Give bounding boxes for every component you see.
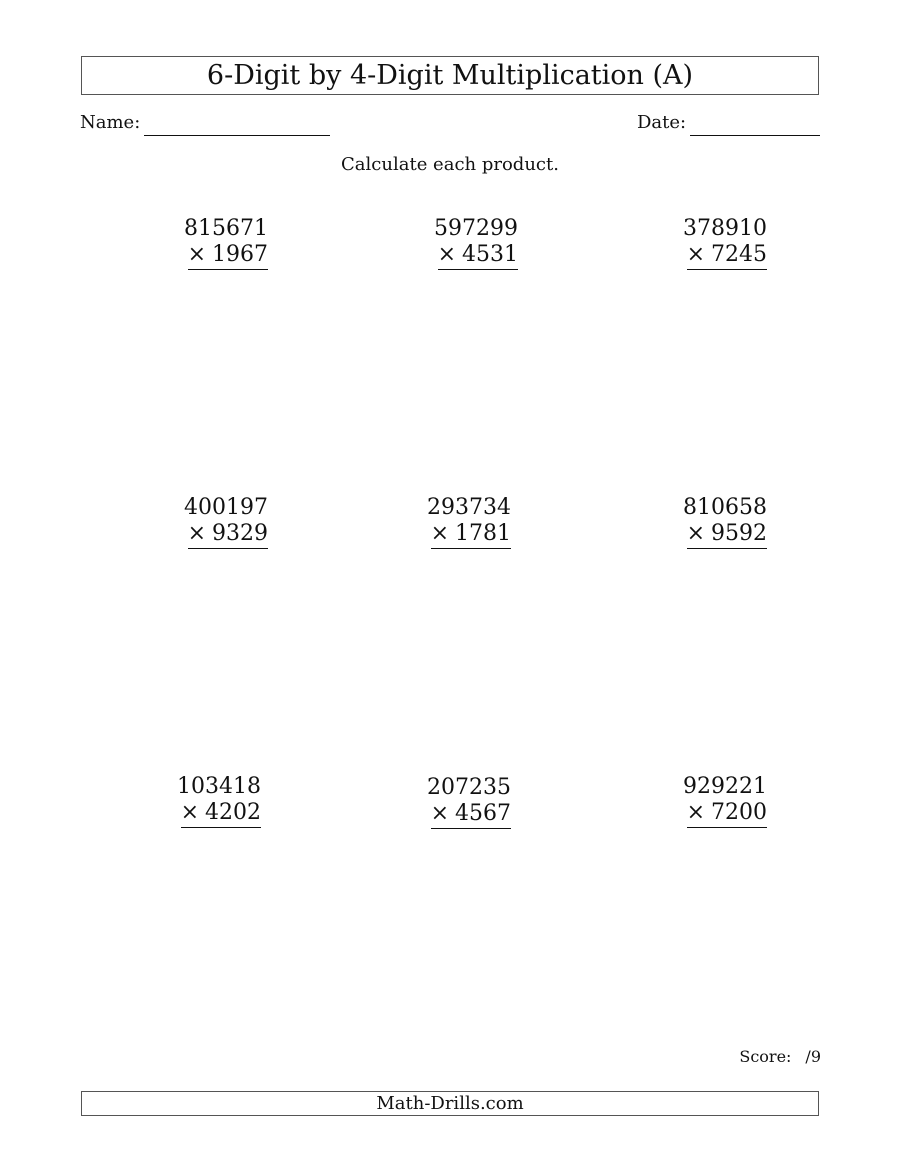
name-field-line[interactable] xyxy=(144,135,330,136)
score-total: /9 xyxy=(805,1047,821,1066)
multiplier: 1781 xyxy=(455,521,511,546)
problem-2 xyxy=(368,216,518,270)
worksheet-title: 6-Digit by 4-Digit Multiplication (A) xyxy=(81,56,819,95)
problem-5 xyxy=(361,495,511,549)
multiplier: 9592 xyxy=(711,521,767,546)
problem-7 xyxy=(111,774,261,828)
multiplier-row xyxy=(687,242,767,270)
multiplier: 4567 xyxy=(455,801,511,826)
times-icon: × xyxy=(187,521,206,546)
multiplier: 1967 xyxy=(212,242,268,267)
multiplicand: 597299 xyxy=(434,216,518,241)
multiplier-row xyxy=(181,800,261,828)
multiplicand: 103418 xyxy=(177,774,261,799)
times-icon: × xyxy=(686,521,705,546)
multiplier-row xyxy=(687,521,767,549)
date-field-line[interactable] xyxy=(690,135,820,136)
times-icon: × xyxy=(187,242,206,267)
multiplicand: 810658 xyxy=(683,495,767,520)
multiplicand: 929221 xyxy=(683,774,767,799)
instructions: Calculate each product. xyxy=(341,154,559,175)
multiplicand: 207235 xyxy=(427,775,511,800)
times-icon: × xyxy=(437,242,456,267)
multiplier: 9329 xyxy=(212,521,268,546)
times-icon: × xyxy=(430,801,449,826)
problem-8 xyxy=(361,775,511,829)
times-icon: × xyxy=(686,242,705,267)
multiplier-row xyxy=(438,242,518,270)
multiplier: 7200 xyxy=(711,800,767,825)
multiplicand: 400197 xyxy=(184,495,268,520)
multiplicand: 378910 xyxy=(683,216,767,241)
date-label: Date: xyxy=(637,112,687,133)
times-icon: × xyxy=(180,800,199,825)
problem-4 xyxy=(118,495,268,549)
problem-6 xyxy=(617,495,767,549)
multiplier: 4202 xyxy=(205,800,261,825)
multiplier-row xyxy=(687,800,767,828)
multiplicand: 815671 xyxy=(184,216,268,241)
problem-3 xyxy=(617,216,767,270)
times-icon: × xyxy=(686,800,705,825)
times-icon: × xyxy=(430,521,449,546)
footer-credit: Math-Drills.com xyxy=(81,1091,819,1116)
multiplier-row xyxy=(431,521,511,549)
multiplier: 4531 xyxy=(462,242,518,267)
score xyxy=(739,1047,821,1067)
name-label: Name: xyxy=(80,112,141,133)
problem-1 xyxy=(118,216,268,270)
score-label: Score: xyxy=(739,1047,792,1066)
multiplier-row xyxy=(188,521,268,549)
multiplicand: 293734 xyxy=(427,495,511,520)
multiplier: 7245 xyxy=(711,242,767,267)
problem-9 xyxy=(617,774,767,828)
multiplier-row xyxy=(188,242,268,270)
multiplier-row xyxy=(431,801,511,829)
